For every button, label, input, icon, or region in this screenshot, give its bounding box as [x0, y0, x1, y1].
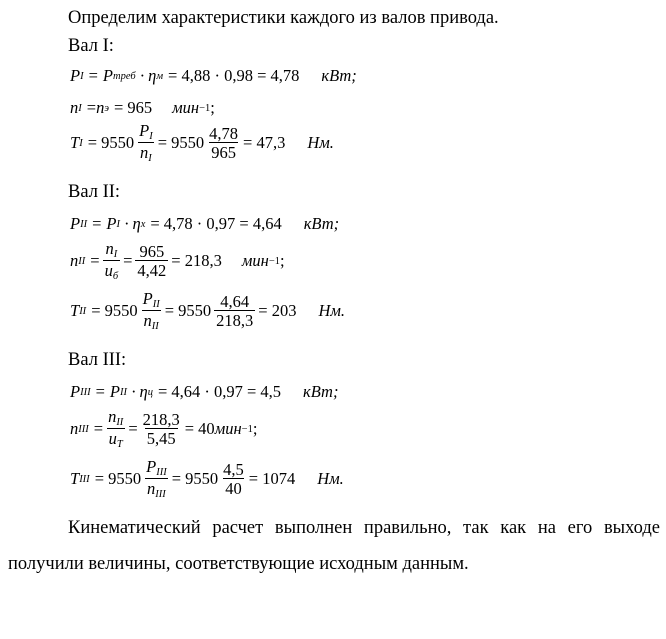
shaft-1-heading: Вал I:: [68, 36, 114, 56]
shaft-1-power-formula: P I = P треб · η м = 4,88 · 0,98 = 4,78 кВт;: [70, 66, 357, 85]
shaft-3-power-formula: P III = P II · η ц = 4,64 · 0,97 = 4,5 кВт;: [70, 382, 339, 401]
shaft-3-speed-formula: n III = $\frac{n_{II}}{u_T}$ = $\frac{218,3}{5,45}$ = 40 мин −1 ;: [70, 407, 258, 451]
conclusion-paragraph: [8, 510, 660, 582]
shaft-2-heading: Вал II:: [68, 182, 121, 202]
intro-text: Определим характеристики каждого из валов привода.: [68, 8, 499, 28]
shaft-2-power-formula: P II = P I · η х = 4,78 · 0,97 = 4,64 кВт;: [70, 214, 340, 233]
shaft-1-speed-formula: n I = n э = 965 мин −1 ;: [70, 98, 215, 117]
shaft-2-torque-formula: T II = 9550 $\frac{P_{II}}{n_{II}}$ = 9550 $\frac{4,64}{218,3}$ = 203 Нм.: [70, 289, 346, 333]
shaft-1-torque-formula: T I = 9550 $\frac{P_I}{n_I}$ = 9550 $\frac{4,78}{965}$ = 47,3 Нм.: [70, 121, 334, 165]
shaft-3-torque-formula: T III = 9550 $\frac{P_{III}}{n_{III}}$ = 9550 $\frac{4,5}{40}$ = 1074 Нм.: [70, 457, 344, 501]
conclusion-line-2: получили величины, соответствующие исходным данным.: [8, 554, 469, 574]
shaft-2-speed-formula: n II = $\frac{n_I}{u_б}$ = $\frac{965}{4,42}$ = 218,3 мин −1 ;: [70, 239, 285, 283]
shaft-3-heading: Вал III:: [68, 350, 127, 370]
conclusion-line-1: Кинематический расчет выполнен правильно, так как на его выходе: [68, 518, 660, 538]
